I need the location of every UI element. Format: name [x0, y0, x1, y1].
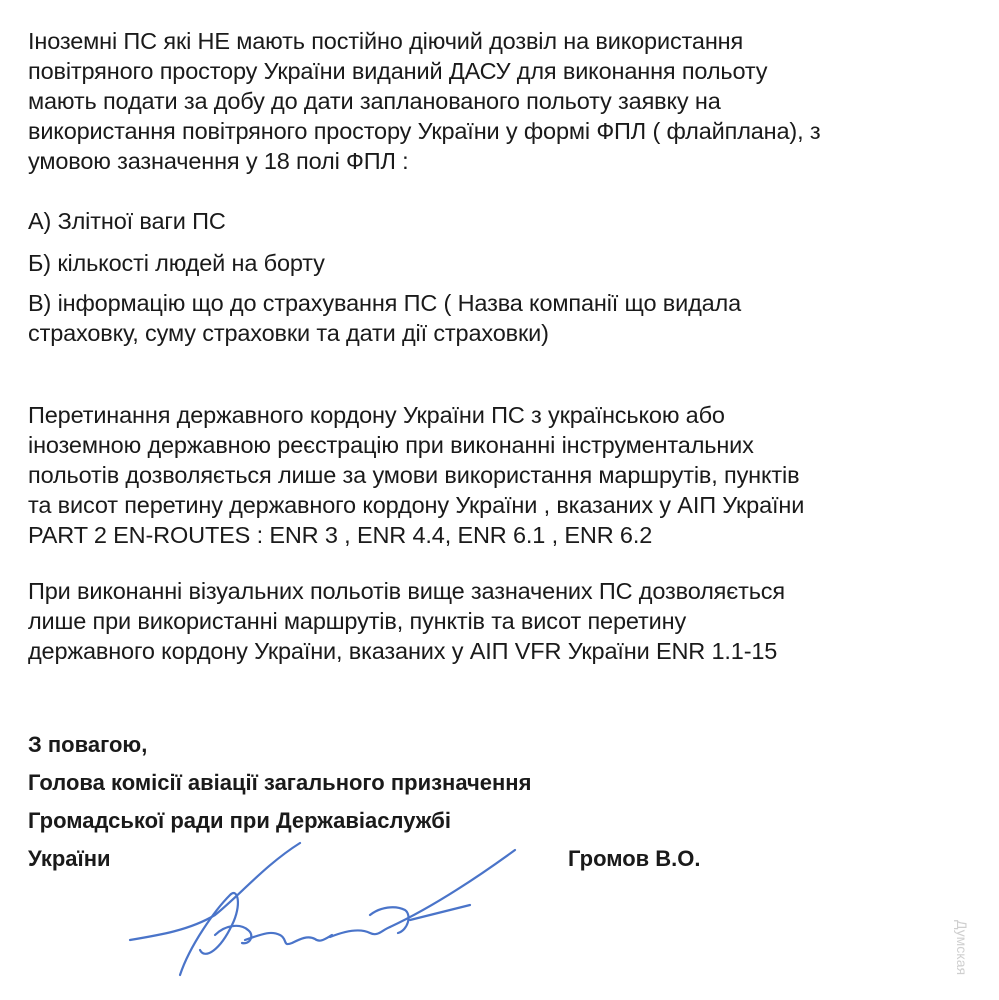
intro-paragraph — [28, 26, 820, 176]
option-c-line: В) інформацію що до страхування ПС ( Назва компанії що видала — [28, 290, 742, 316]
signer-name: Громов В.О. — [568, 846, 701, 871]
option-c — [28, 288, 741, 348]
border-crossing-paragraph — [28, 400, 804, 550]
handwritten-signature — [120, 835, 520, 985]
option-b: Б) кількості людей на борту — [28, 250, 325, 276]
signer-title-line: України — [28, 846, 111, 871]
intro-line: використання повітряного простору України у формі ФПЛ ( флайплана), з — [28, 118, 821, 144]
vfr-line: державного кордону України, вказаних у АІП VFR України ENR 1.1-15 — [28, 638, 778, 664]
watermark: Думская — [954, 920, 970, 976]
crossing-line: Перетинання державного кордону України ПС з українською або — [28, 402, 725, 428]
crossing-line: польотів дозволяється лише за умови використання маршрутів, пунктів — [28, 462, 800, 488]
closing: З повагою, — [28, 732, 148, 757]
crossing-line: іноземною державною реєстрацію при виконанні інструментальних — [28, 432, 754, 458]
vfr-paragraph — [28, 576, 785, 666]
intro-line: Іноземні ПС які НЕ мають постійно діючий дозвіл на використання — [28, 28, 744, 54]
vfr-line: При виконанні візуальних польотів вище зазначених ПС дозволяється — [28, 578, 785, 604]
intro-line: мають подати за добу до дати запланованого польоту заявку на — [28, 88, 721, 114]
option-c-line: страховку, суму страховки та дати дії страховки) — [28, 320, 549, 346]
signer-title-line: Голова комісії авіації загального призначення — [28, 770, 532, 795]
crossing-line: PART 2 EN-ROUTES : ENR 3 , ENR 4.4, ENR 6.1 , ENR 6.2 — [28, 522, 653, 548]
intro-line: умовою зазначення у 18 полі ФПЛ : — [28, 148, 409, 174]
intro-line: повітряного простору України виданий ДАСУ для виконання польоту — [28, 58, 768, 84]
vfr-line: лише при використанні маршрутів, пунктів та висот перетину — [28, 608, 687, 634]
signer-title-line: Громадської ради при Державіаслужбі — [28, 808, 451, 833]
option-a: А) Злітної ваги ПС — [28, 208, 226, 234]
crossing-line: та висот перетину державного кордону України , вказаних у АІП України — [28, 492, 805, 518]
